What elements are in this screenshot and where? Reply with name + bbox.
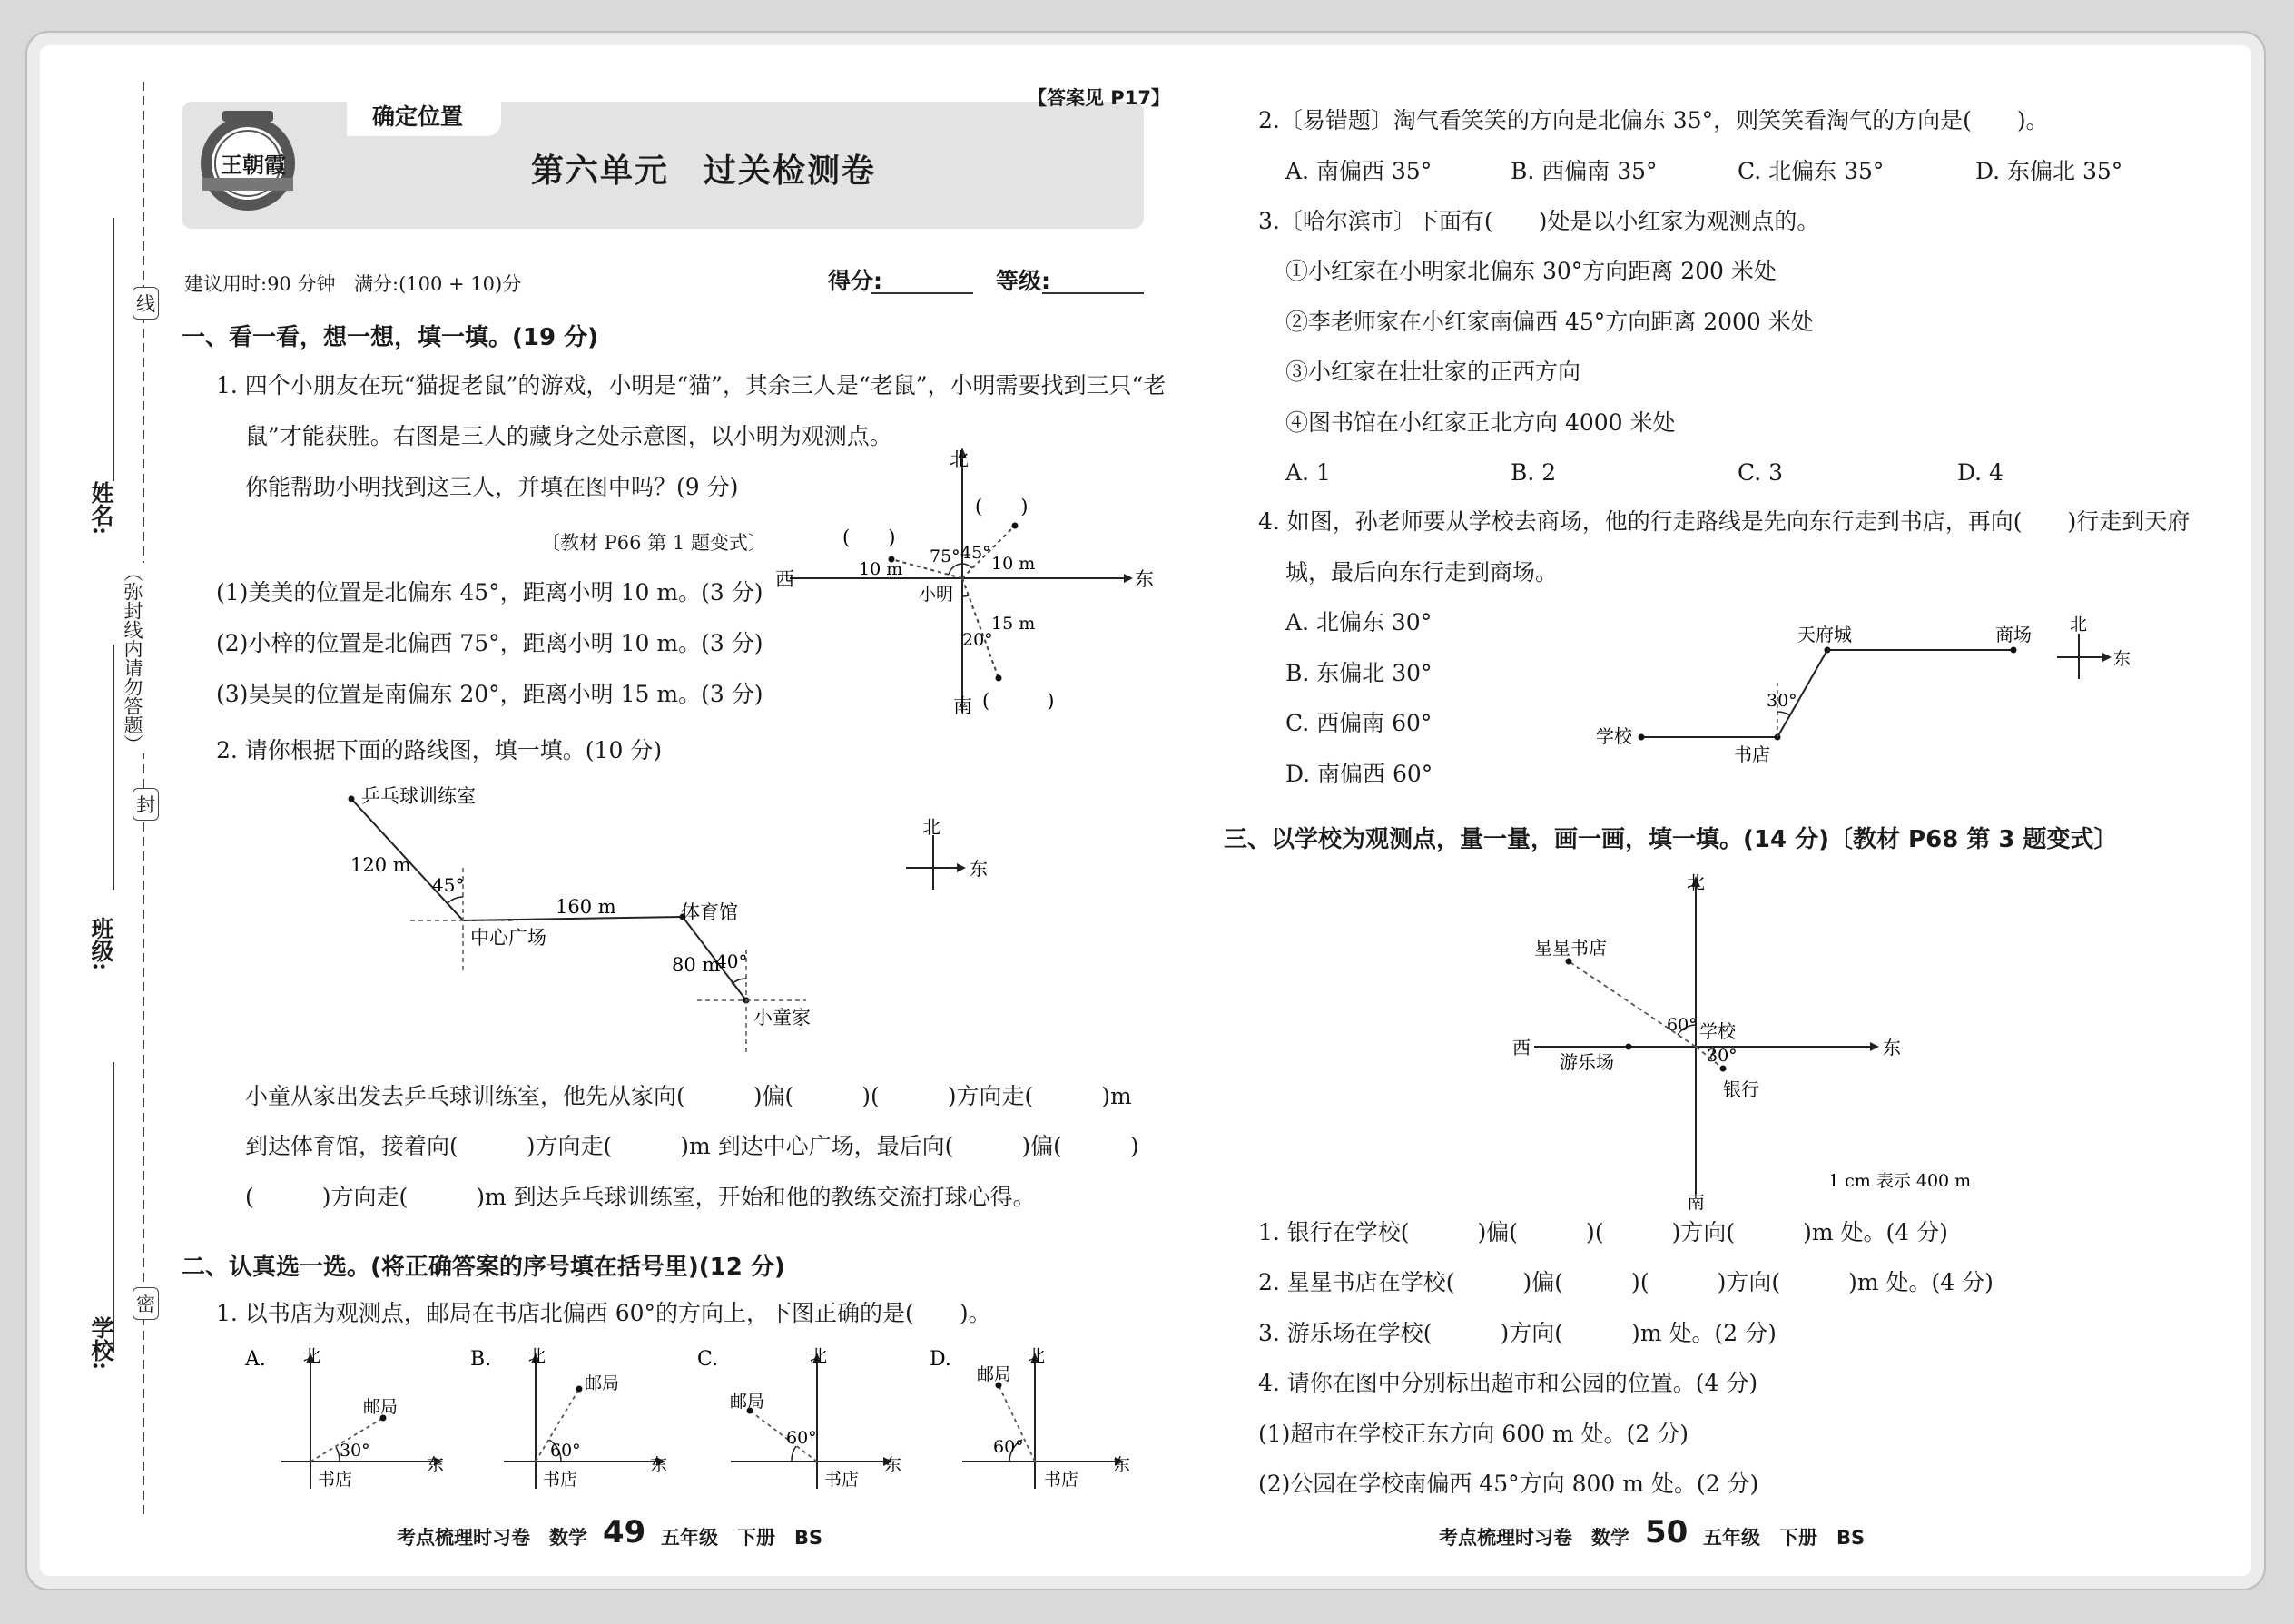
option-d-key[interactable]: D. (930, 1348, 951, 1371)
option-a-key[interactable]: A. (245, 1348, 266, 1371)
q2-place-pingpong: 乒乓球训练室 (361, 785, 476, 807)
q4-school: 学校 (1596, 725, 1632, 747)
school-label: 学校: (88, 1316, 114, 1371)
section-1-heading: 一、看一看，想一想，填一填。(19 分) (182, 324, 598, 351)
option-a-east: 东 (427, 1455, 445, 1475)
q2-place-home: 小童家 (753, 1007, 811, 1029)
s2-q3-option-b[interactable]: B. 2 (1511, 459, 1557, 486)
q1-blank-1[interactable]: ( ) (975, 496, 1029, 517)
s2-q3-item-1: ①小红家在小明家北偏东 30°方向距离 200 米处 (1285, 258, 1777, 284)
option-b-north: 北 (528, 1346, 546, 1366)
option-d-angle: 60° (993, 1437, 1024, 1457)
page-title: 第六单元 过关检测卷 (531, 153, 877, 190)
q2-dist-1: 120 m (350, 854, 411, 876)
q2-route-map (327, 781, 1035, 1071)
option-a-north: 北 (303, 1346, 321, 1366)
option-d-post: 邮局 (977, 1364, 1012, 1384)
logo-text: 王朝霞 (221, 152, 286, 178)
s2-q2-option-c[interactable]: C. 北偏东 35° (1738, 158, 1885, 184)
option-b-angle: 60° (550, 1441, 581, 1461)
q2-dist-3: 80 m (672, 954, 721, 976)
q1-south: 南 (953, 695, 972, 717)
q1-angle-45: 45° (960, 543, 991, 563)
q1-dist-3: 15 m (991, 614, 1036, 634)
q1-west: 西 (775, 568, 794, 590)
s2-q4-option-b[interactable]: B. 东偏北 30° (1285, 660, 1433, 686)
option-c-post: 邮局 (730, 1392, 765, 1412)
footer-right-grade: 五年级 下册 BS (1703, 1527, 1866, 1549)
q1-item-2: (2)小梓的位置是北偏西 75°，距离小明 10 m。(3 分) (216, 630, 763, 656)
q1-center-label: 小明 (919, 585, 954, 605)
publisher-logo (195, 107, 300, 212)
s2-q4-line2: 城，最后向东行走到商场。 (1285, 559, 1559, 586)
q1-line2: 鼠”才能获胜。右图是三人的藏身之处示意图，以小明为观测点。 (245, 423, 892, 449)
q1-line3: 你能帮助小明找到这三人，并填在图中吗？(9 分) (245, 474, 739, 500)
s2-q2-text: 2.〔易错题〕淘气看笑笑的方向是北偏东 35°，则笑笑看淘气的方向是( )。 (1258, 107, 2049, 133)
s2-q2-option-b[interactable]: B. 西偏南 35° (1511, 158, 1658, 184)
q2-east: 东 (970, 858, 988, 880)
q1-north: 北 (950, 448, 969, 470)
s3-item-5: (1)超市在学校正东方向 600 m 处。(2 分) (1258, 1421, 1689, 1447)
q1-item-1: (1)美美的位置是北偏东 45°，距离小明 10 m。(3 分) (216, 579, 763, 605)
option-a-post: 邮局 (363, 1397, 399, 1417)
footer-right-series: 考点梳理时习卷 数学 (1439, 1527, 1629, 1549)
q4-east: 东 (2113, 649, 2132, 669)
s3-item-4: 4. 请你在图中分别标出超市和公园的位置。(4 分) (1258, 1370, 1758, 1396)
score-blank[interactable] (871, 292, 973, 294)
q1-dist-2: 10 m (991, 554, 1036, 574)
option-c-angle: 60° (786, 1428, 817, 1448)
s2-q3-item-3: ③小红家在壮壮家的正西方向 (1285, 359, 1581, 385)
option-b-east: 东 (650, 1455, 668, 1475)
q1-blank-3[interactable]: ( ) (982, 690, 1055, 712)
option-c-diagram[interactable] (731, 1353, 892, 1489)
q1-blank-2[interactable]: ( ) (842, 527, 896, 548)
s2-q4-option-c[interactable]: C. 西偏南 60° (1285, 710, 1433, 736)
q4-mall: 商场 (1995, 624, 2032, 645)
q2-angle-45: 45° (432, 874, 465, 896)
option-a-store: 书店 (318, 1470, 353, 1490)
s2-q2-option-a[interactable]: A. 南偏西 35° (1285, 158, 1433, 184)
s2-q1-text: 1. 以书店为观测点，邮局在书店北偏西 60°的方向上，下图正确的是( )。 (216, 1300, 991, 1326)
option-c-store: 书店 (824, 1470, 860, 1490)
full-score: 满分:(100 + 10)分 (354, 273, 522, 295)
seal-note: （弥封线内请勿答题） (122, 563, 143, 753)
s3-compass-diagram (1498, 867, 1988, 1212)
section-3-heading: 三、以学校为观测点，量一量，画一画，填一填。(14 分)〔教材 P68 第 3 题变式〕 (1224, 826, 2118, 853)
s3-item-6: (2)公园在学校南偏西 45°方向 800 m 处。(2 分) (1258, 1471, 1759, 1497)
q2-place-gym: 体育馆 (681, 901, 738, 923)
q2-fill-1[interactable]: 小童从家出发去乒乓球训练室，他先从家向( )偏( )( )方向走( )m (245, 1083, 1132, 1109)
s3-south: 南 (1687, 1191, 1705, 1213)
option-c-east: 东 (884, 1455, 902, 1475)
s2-q3-text: 3.〔哈尔滨市〕下面有( )处是以小红家为观测点的。 (1258, 208, 1820, 234)
option-b-key[interactable]: B. (470, 1348, 492, 1371)
xian-mark: 线 (133, 287, 159, 320)
s3-north: 北 (1687, 871, 1705, 893)
option-b-store: 书店 (543, 1470, 578, 1490)
answer-ref: 【答案见 P17】 (1028, 87, 1170, 109)
s2-q3-item-2: ②李老师家在小红家南偏西 45°方向距离 2000 米处 (1285, 309, 1814, 335)
option-d-north: 北 (1028, 1346, 1046, 1366)
q2-angle-40: 40° (715, 950, 748, 972)
s2-q4-line1: 4. 如图，孙老师要从学校去商场，他的行走路线是先向东行走到书店，再向( )行走到天府 (1258, 508, 2191, 535)
section-2-heading: 二、认真选一选。(将正确答案的序号填在括号里)(12 分) (182, 1254, 785, 1281)
topic-label: 确定位置 (372, 103, 464, 130)
s3-item-1[interactable]: 1. 银行在学校( )偏( )( )方向( )m 处。(4 分) (1258, 1219, 1948, 1245)
s3-west: 西 (1512, 1037, 1531, 1058)
grade-label: 等级: (996, 268, 1050, 294)
option-c-key[interactable]: C. (697, 1348, 719, 1371)
q1-east: 东 (1135, 568, 1154, 590)
q4-north: 北 (2070, 615, 2088, 635)
option-a-angle: 30° (340, 1441, 370, 1461)
s2-q3-option-d[interactable]: D. 4 (1957, 459, 2004, 486)
s3-bookstore: 星星书店 (1534, 937, 1607, 959)
s2-q3-option-c[interactable]: C. 3 (1738, 459, 1784, 486)
s2-q1-options (236, 1343, 1162, 1498)
s2-q4-route-diagram (1589, 610, 2151, 773)
q1-source: 〔教材 P66 第 1 题变式〕 (541, 532, 767, 554)
q2-dist-2: 160 m (556, 896, 616, 918)
q1-dist-1: 10 m (859, 559, 903, 579)
footer-right-page: 50 (1645, 1514, 1689, 1550)
option-a-diagram[interactable] (281, 1353, 443, 1489)
name-label: 姓名: (88, 481, 114, 536)
s2-q3-option-a[interactable]: A. 1 (1285, 459, 1331, 486)
q1-angle-75: 75° (930, 546, 960, 566)
q1-line1: 1. 四个小朋友在玩“猫捉老鼠”的游戏，小明是“猫”，其余三人是“老鼠”，小明需要找到三只“老 (216, 372, 1167, 399)
option-b-post: 邮局 (585, 1373, 620, 1393)
feng-mark: 封 (133, 788, 159, 821)
q2-fill-3[interactable]: ( )方向走( )m 到达乒乓球训练室，开始和他的教练交流打球心得。 (245, 1184, 1036, 1210)
option-d-east: 东 (1113, 1455, 1131, 1475)
q1-item-3: (3)昊昊的位置是南偏东 20°，距离小明 15 m。(3 分) (216, 681, 763, 707)
s3-scale: 1 cm 表示 400 m (1828, 1171, 1972, 1191)
score-label: 得分: (828, 268, 882, 294)
s3-item-2[interactable]: 2. 星星书店在学校( )偏( )( )方向( )m 处。(4 分) (1258, 1269, 1994, 1295)
q4-tianfu: 天府城 (1797, 624, 1852, 645)
s2-q4-option-a[interactable]: A. 北偏东 30° (1285, 609, 1433, 635)
q1-angle-20: 20° (962, 630, 993, 650)
footer-left-page: 49 (603, 1514, 646, 1550)
s2-q4-option-d[interactable]: D. 南偏西 60° (1285, 761, 1433, 787)
class-label: 班级: (88, 917, 114, 971)
s3-angle-30: 30° (1707, 1046, 1738, 1066)
s3-school: 学校 (1699, 1020, 1736, 1042)
s2-q2-option-d[interactable]: D. 东偏北 35° (1975, 158, 2123, 184)
s3-east: 东 (1883, 1037, 1901, 1058)
s3-park: 游乐场 (1560, 1051, 1614, 1073)
s3-bank: 银行 (1723, 1078, 1759, 1100)
option-d-store: 书店 (1044, 1470, 1079, 1490)
s3-angle-60: 60° (1667, 1015, 1698, 1035)
q2-north: 北 (922, 816, 940, 838)
suggested-time: 建议用时:90 分钟 (184, 273, 336, 295)
footer-left-grade: 五年级 下册 BS (661, 1527, 823, 1549)
option-c-north: 北 (810, 1346, 828, 1366)
q2-line1: 2. 请你根据下面的路线图，填一填。(10 分) (216, 737, 663, 763)
s2-q3-item-4: ④图书馆在小红家正北方向 4000 米处 (1285, 409, 1676, 436)
q2-place-center: 中心广场 (470, 927, 546, 949)
q4-angle: 30° (1767, 691, 1797, 711)
s3-item-3[interactable]: 3. 游乐场在学校( )方向( )m 处。(2 分) (1258, 1320, 1777, 1346)
grade-blank[interactable] (1042, 292, 1144, 294)
mi-mark: 密 (133, 1287, 159, 1320)
q2-fill-2[interactable]: 到达体育馆，接着向( )方向走( )m 到达中心广场，最后向( )偏( ) (245, 1133, 1139, 1159)
q4-store: 书店 (1734, 743, 1770, 765)
q1-compass-diagram (775, 440, 1154, 731)
footer-left-series: 考点梳理时习卷 数学 (397, 1527, 587, 1549)
